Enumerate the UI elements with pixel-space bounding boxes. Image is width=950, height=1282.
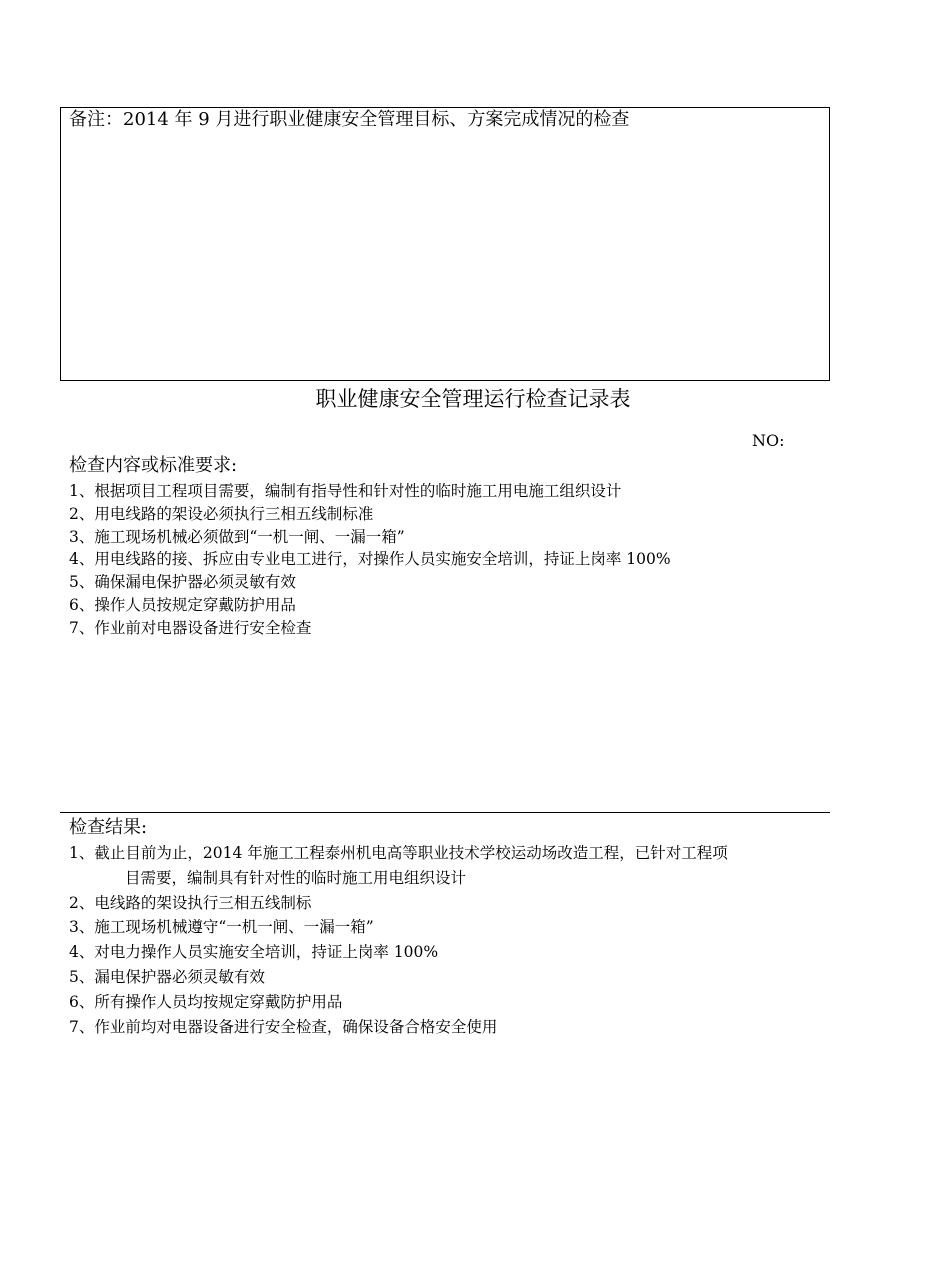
- list-item: 3、施工现场机械遵守“一机一闸、一漏一箱”: [69, 918, 374, 937]
- form-title: 职业健康安全管理运行检查记录表: [315, 387, 631, 411]
- list-item: 4、对电力操作人员实施安全培训，持证上岗率 100%: [69, 943, 439, 962]
- list-item: 6、操作人员按规定穿戴防护用品: [69, 595, 296, 614]
- section-divider: [60, 812, 830, 813]
- list-item: 1、截止目前为止，2014 年施工工程泰州机电高等职业技术学校运动场改造工程，已针对工程项: [69, 844, 728, 862]
- list-item: 7、作业前对电器设备进行安全检查: [69, 618, 312, 637]
- list-item-continuation: 目需要，编制具有针对性的临时施工用电组织设计: [125, 868, 467, 887]
- requirements-heading: 检查内容或标准要求:: [69, 455, 238, 476]
- list-item: 1、根据项目工程项目需要，编制有指导性和针对性的临时施工用电施工组织设计: [69, 482, 622, 500]
- remarks-box: [60, 107, 830, 381]
- results-list: [69, 841, 728, 1039]
- record-number-label: NO:: [752, 431, 785, 450]
- requirements-list: [69, 480, 671, 640]
- list-item: 7、作业前均对电器设备进行安全检查，确保设备合格安全使用: [69, 1017, 498, 1036]
- list-item: 3、施工现场机械必须做到“一机一闸、一漏一箱”: [69, 527, 405, 546]
- list-item: 5、漏电保护器必须灵敏有效: [69, 967, 265, 986]
- list-item: 5、确保漏电保护器必须灵敏有效: [69, 573, 296, 592]
- list-item: 2、电线路的架设执行三相五线制标: [69, 893, 312, 912]
- list-item: 2、用电线路的架设必须执行三相五线制标准: [69, 504, 374, 523]
- remarks-text: 备注：2014 年 9 月进行职业健康安全管理目标、方案完成情况的检查: [69, 109, 630, 130]
- list-item: 4、用电线路的接、拆应由专业电工进行，对操作人员实施安全培训，持证上岗率 100%: [69, 550, 671, 569]
- results-heading: 检查结果:: [69, 817, 148, 838]
- list-item: 6、所有操作人员均按规定穿戴防护用品: [69, 992, 343, 1011]
